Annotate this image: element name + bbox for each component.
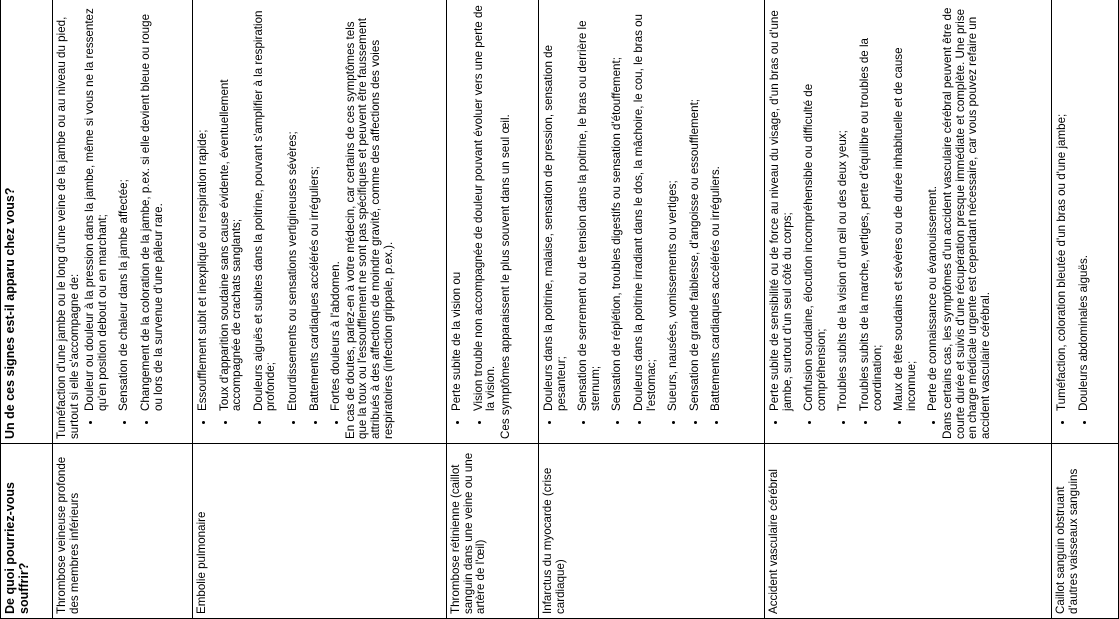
symptom-list	[543, 4, 723, 439]
list-item: • Sensation de grande faiblesse, d'angoisse ou essoufflement;	[689, 4, 702, 411]
list-item: • Sensation de serrement ou de tension dans la poitrine, le bras ou derrière le sternum;	[577, 4, 602, 411]
symptom-list	[84, 4, 165, 439]
signs-cell	[53, 0, 193, 444]
signs-note: En cas de doutes, parlez-en à votre médecin, car certains de ces symptômes tels que la toux ou l'essoufflement ne sont pas spécifiques et peuvent être faussement attribués à des affections de moindre gravité, comme des affections des voies respiratoires (infection grippale, p.ex.).	[343, 18, 395, 439]
table-row	[539, 0, 765, 619]
symptom-list	[1056, 4, 1090, 439]
table-row	[447, 0, 539, 619]
condition-cell: Embolie pulmonaire	[193, 444, 447, 619]
condition-cell: Accident vasculaire cérébral	[765, 444, 1052, 619]
list-item: • Maux de tête soudains et sévères ou de durée inhabituelle et de cause inconnue;	[893, 4, 918, 411]
header-condition: De quoi pourriez-vous souffrir?	[1, 444, 53, 619]
list-item: • Douleurs aiguës et subites dans la poitrine, pouvant s'amplifier à la respiration profonde;	[253, 4, 278, 411]
list-item: • Sensation de chaleur dans la jambe affectée;	[118, 4, 131, 411]
symptom-list	[451, 4, 498, 439]
list-item: • Sueurs, nausées, vomissements ou vertiges;	[667, 4, 680, 411]
list-item: • Tuméfaction, coloration bleutée d'un bras ou d'une jambe;	[1056, 4, 1069, 411]
table-row	[53, 0, 193, 619]
list-item: • Toux d'apparition soudaine sans cause évidente, éventuellement accompagnée de crachats sanglants;	[219, 4, 244, 411]
list-item: • Sensation de réplétion, troubles digestifs ou sensation d'étouffement;	[611, 4, 624, 411]
symptom-list	[197, 4, 343, 439]
condition-cell: Caillot sanguin obstruant d'autres vaisseaux sanguins	[1052, 444, 1119, 619]
list-item: • Perte de connaissance ou évanouissement.	[927, 4, 940, 411]
signs-cell	[765, 0, 1052, 444]
signs-cell	[447, 0, 539, 444]
list-item: • Vision trouble non accompagnée de douleur pouvant évoluer vers une perte de la vision.	[473, 4, 498, 411]
list-item: • Douleur ou douleur à la pression dans la jambe, même si vous ne la ressentez qu'en position debout ou en marchant;	[84, 4, 109, 411]
signs-note: Dans certains cas, les symptômes d'un accident vasculaire cérébral peuvent être de courte durée et suivis d'une récupération presque immédiate et complète. Une prise en charge médicale urgente est cependant nécessaire, car vous pouvez refaire un accident vasculaire cérébral.	[940, 7, 992, 439]
list-item: • Confusion soudaine, élocution incompréhensible ou difficulté de compréhension;	[803, 4, 828, 411]
signs-cell	[1052, 0, 1119, 444]
header-row	[1, 0, 53, 619]
table-row	[193, 0, 447, 619]
list-item: • Fortes douleurs à l'abdomen.	[330, 4, 343, 411]
list-item: • Troubles subits de la vision d'un œil ou des deux yeux;	[837, 4, 850, 411]
list-item: • Douleurs dans la poitrine, malaise, sensation de pression, sensation de pesanteur;	[543, 4, 568, 411]
table-row	[765, 0, 1052, 619]
condition-cell: Thrombose veineuse profonde des membres inférieurs	[53, 444, 193, 619]
list-item: • Etourdissements ou sensations vertigineuses sévères;	[287, 4, 300, 411]
condition-cell: Thrombose rétinienne (caillot sanguin dans une veine ou une artère de l'œil)	[447, 444, 539, 619]
condition-cell: Infarctus du myocarde (crise cardiaque)	[539, 444, 765, 619]
list-item: • Battements cardiaques accélérés ou irréguliers;	[309, 4, 322, 411]
list-item: • Essoufflement subit et inexpliqué ou respiration rapide;	[197, 4, 210, 411]
table-row	[1052, 0, 1119, 619]
list-item: • Perte subite de sensibilité ou de force au niveau du visage, d'un bras ou d'une jambe, surtout d'un seul côté du corps;	[769, 4, 794, 411]
signs-cell	[193, 0, 447, 444]
header-signs: Un de ces signes est-il apparu chez vous?	[1, 0, 53, 444]
signs-note: Ces symptômes apparaissent le plus souvent dans un seul œil.	[498, 114, 512, 439]
symptom-list	[769, 4, 940, 439]
list-item: • Changement de la coloration de la jambe, p.ex. si elle devient bleue ou rouge ou lors de la survenue d'une pâleur rare.	[140, 4, 165, 411]
list-item: • Douleurs dans la poitrine irradiant dans le dos, la mâchoire, le cou, le bras ou l'estomac;	[633, 4, 658, 411]
list-item: • Douleurs abdominales aiguës.	[1078, 4, 1091, 411]
signs-cell	[539, 0, 765, 444]
signs-intro: Tuméfaction d'une jambe ou le long d'une veine de la jambe ou au niveau du pied, surtout si elle s'accompagne de:	[55, 16, 81, 439]
list-item: • Battements cardiaques accélérés ou irréguliers.	[710, 4, 723, 411]
list-item: • Perte subite de la vision ou	[451, 4, 464, 411]
list-item: • Troubles subits de la marche, vertiges, perte d'équilibre ou troubles de la coordination;	[859, 4, 884, 411]
